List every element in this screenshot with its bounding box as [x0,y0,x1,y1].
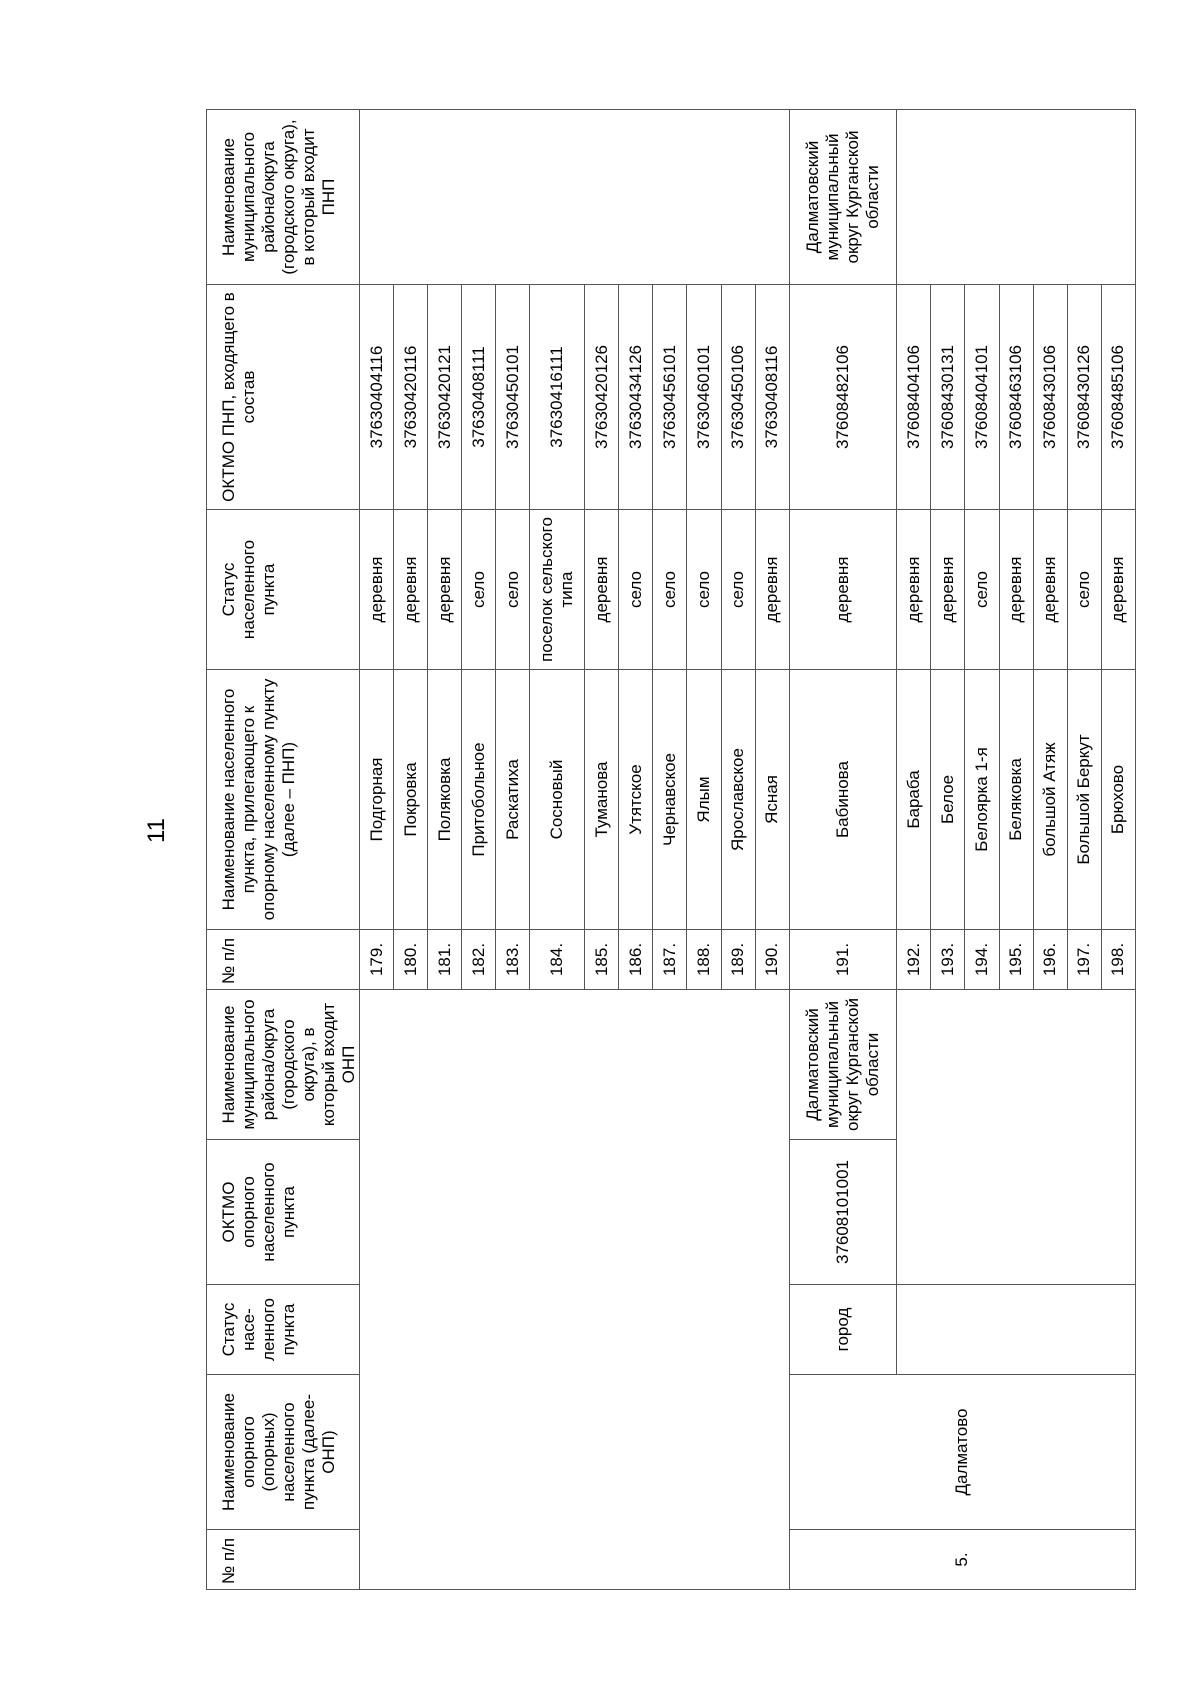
pnp-status: поселок сельского типа [530,510,585,670]
pnp-name: Большой Беркут [1067,670,1101,930]
table-row [360,110,394,1590]
pnp-oktmo: 37608404106 [897,285,931,510]
header-onp-name: Наименование опорного (опорных) населенного пункта (далее- ОНП) [207,1375,360,1530]
pnp-name: Притобольное [462,670,496,930]
pnp-status: село [653,510,687,670]
header-pnp-status: Статус населенного пункта [207,510,360,670]
pnp-status: село [496,510,530,670]
onp-oktmo-district-continuation [897,990,1136,1285]
pnp-name: Чернавское [653,670,687,930]
pnp-num: 181. [428,930,462,990]
onp-name: Далматово [789,1375,1135,1530]
pnp-status: деревня [360,510,394,670]
header-pnp-district: Наименование муниципального района/округа (городского округа), в который входит ПНП [207,110,360,285]
pnp-name: Ялым [687,670,721,930]
pnp-oktmo: 37630408111 [462,285,496,510]
pnp-num: 191. [789,930,897,990]
pnp-status: деревня [931,510,965,670]
onp-num: 5. [789,1530,1135,1590]
onp-status-continuation [897,1285,1136,1375]
pnp-status: деревня [897,510,931,670]
pnp-oktmo: 37630450101 [496,285,530,510]
pnp-status: село [721,510,755,670]
pnp-oktmo: 37608430106 [1033,285,1067,510]
pnp-name: Туманова [585,670,619,930]
pnp-status: деревня [755,510,789,670]
table-row [897,110,931,1590]
pnp-num: 184. [530,930,585,990]
pnp-name: Поляковка [428,670,462,930]
pnp-num: 197. [1067,930,1101,990]
onp-oktmo: 37608101001 [789,1140,897,1285]
header-onp-oktmo: ОКТМО опорного населенного пункта [207,1140,360,1285]
settlements-table [206,109,1136,1590]
pnp-name: Бараба [897,670,931,930]
header-onp-num: № п/п [207,1530,360,1590]
pnp-name: большой Атяж [1033,670,1067,930]
pnp-num: 180. [394,930,428,990]
pnp-num: 195. [999,930,1033,990]
pnp-oktmo: 37630420126 [585,285,619,510]
pnp-oktmo: 37608430131 [931,285,965,510]
page-number: 11 [143,818,170,843]
pnp-num: 179. [360,930,394,990]
pnp-oktmo: 37630420121 [428,285,462,510]
pnp-status: деревня [428,510,462,670]
pnp-num: 189. [721,930,755,990]
pnp-name: Белое [931,670,965,930]
pnp-status: село [619,510,653,670]
table-row [789,110,897,1590]
rotated-table-wrapper [206,110,1136,1590]
prev-pnp-district-continuation [360,110,790,285]
pnp-oktmo: 37630420116 [394,285,428,510]
pnp-num: 192. [897,930,931,990]
pnp-oktmo: 37608463106 [999,285,1033,510]
pnp-name: Ясная [755,670,789,930]
pnp-oktmo: 37630416111 [530,285,585,510]
pnp-status: село [965,510,999,670]
pnp-name: Подгорная [360,670,394,930]
pnp-status: село [687,510,721,670]
pnp-num: 188. [687,930,721,990]
pnp-oktmo: 37630434126 [619,285,653,510]
pnp-status: деревня [999,510,1033,670]
pnp-oktmo: 37630456101 [653,285,687,510]
header-pnp-num: № п/п [207,930,360,990]
header-pnp-oktmo: ОКТМО ПНП, входящего в состав [207,285,360,510]
pnp-num: 183. [496,930,530,990]
pnp-oktmo: 37608404101 [965,285,999,510]
pnp-status: деревня [394,510,428,670]
pnp-num: 194. [965,930,999,990]
pnp-name: Утятское [619,670,653,930]
pnp-oktmo: 37630404116 [360,285,394,510]
pnp-oktmo: 37630460101 [687,285,721,510]
pnp-num: 187. [653,930,687,990]
pnp-num: 185. [585,930,619,990]
pnp-num: 198. [1101,930,1135,990]
pnp-oktmo: 37608485106 [1101,285,1135,510]
pnp-district: Далматовский муниципальный округ Курганской области [789,110,897,285]
pnp-oktmo: 37608482106 [789,285,897,510]
pnp-name: Бабинова [789,670,897,930]
pnp-status: деревня [789,510,897,670]
header-onp-district: Наименование муниципального района/округа (городского округа), в который входит ОНП [207,990,360,1140]
pnp-status: деревня [585,510,619,670]
onp-district: Далматовский муниципальный округ Курганской области [789,990,897,1140]
header-onp-status: Статус насе-ленного пункта [207,1285,360,1375]
pnp-num: 182. [462,930,496,990]
pnp-num: 186. [619,930,653,990]
pnp-name: Беляковка [999,670,1033,930]
pnp-name: Покровка [394,670,428,930]
pnp-status: село [462,510,496,670]
pnp-oktmo: 37630408116 [755,285,789,510]
pnp-num: 193. [931,930,965,990]
pnp-name: Брюхово [1101,670,1135,930]
pnp-oktmo: 37630450106 [721,285,755,510]
header-row [207,110,360,1590]
pnp-name: Ярославское [721,670,755,930]
pnp-status: деревня [1033,510,1067,670]
pnp-oktmo: 37608430126 [1067,285,1101,510]
pnp-status: село [1067,510,1101,670]
pnp-district-continuation [897,110,1136,285]
onp-status: город [789,1285,897,1375]
pnp-name: Сосновый [530,670,585,930]
pnp-num: 196. [1033,930,1067,990]
prev-onp-continuation [360,990,790,1590]
pnp-num: 190. [755,930,789,990]
pnp-name: Белоярка 1-я [965,670,999,930]
pnp-name: Раскатиха [496,670,530,930]
header-pnp-name: Наименование населенного пункта, прилегающего к опорному населенному пункту (далее – ПНП) [207,670,360,930]
pnp-status: деревня [1101,510,1135,670]
